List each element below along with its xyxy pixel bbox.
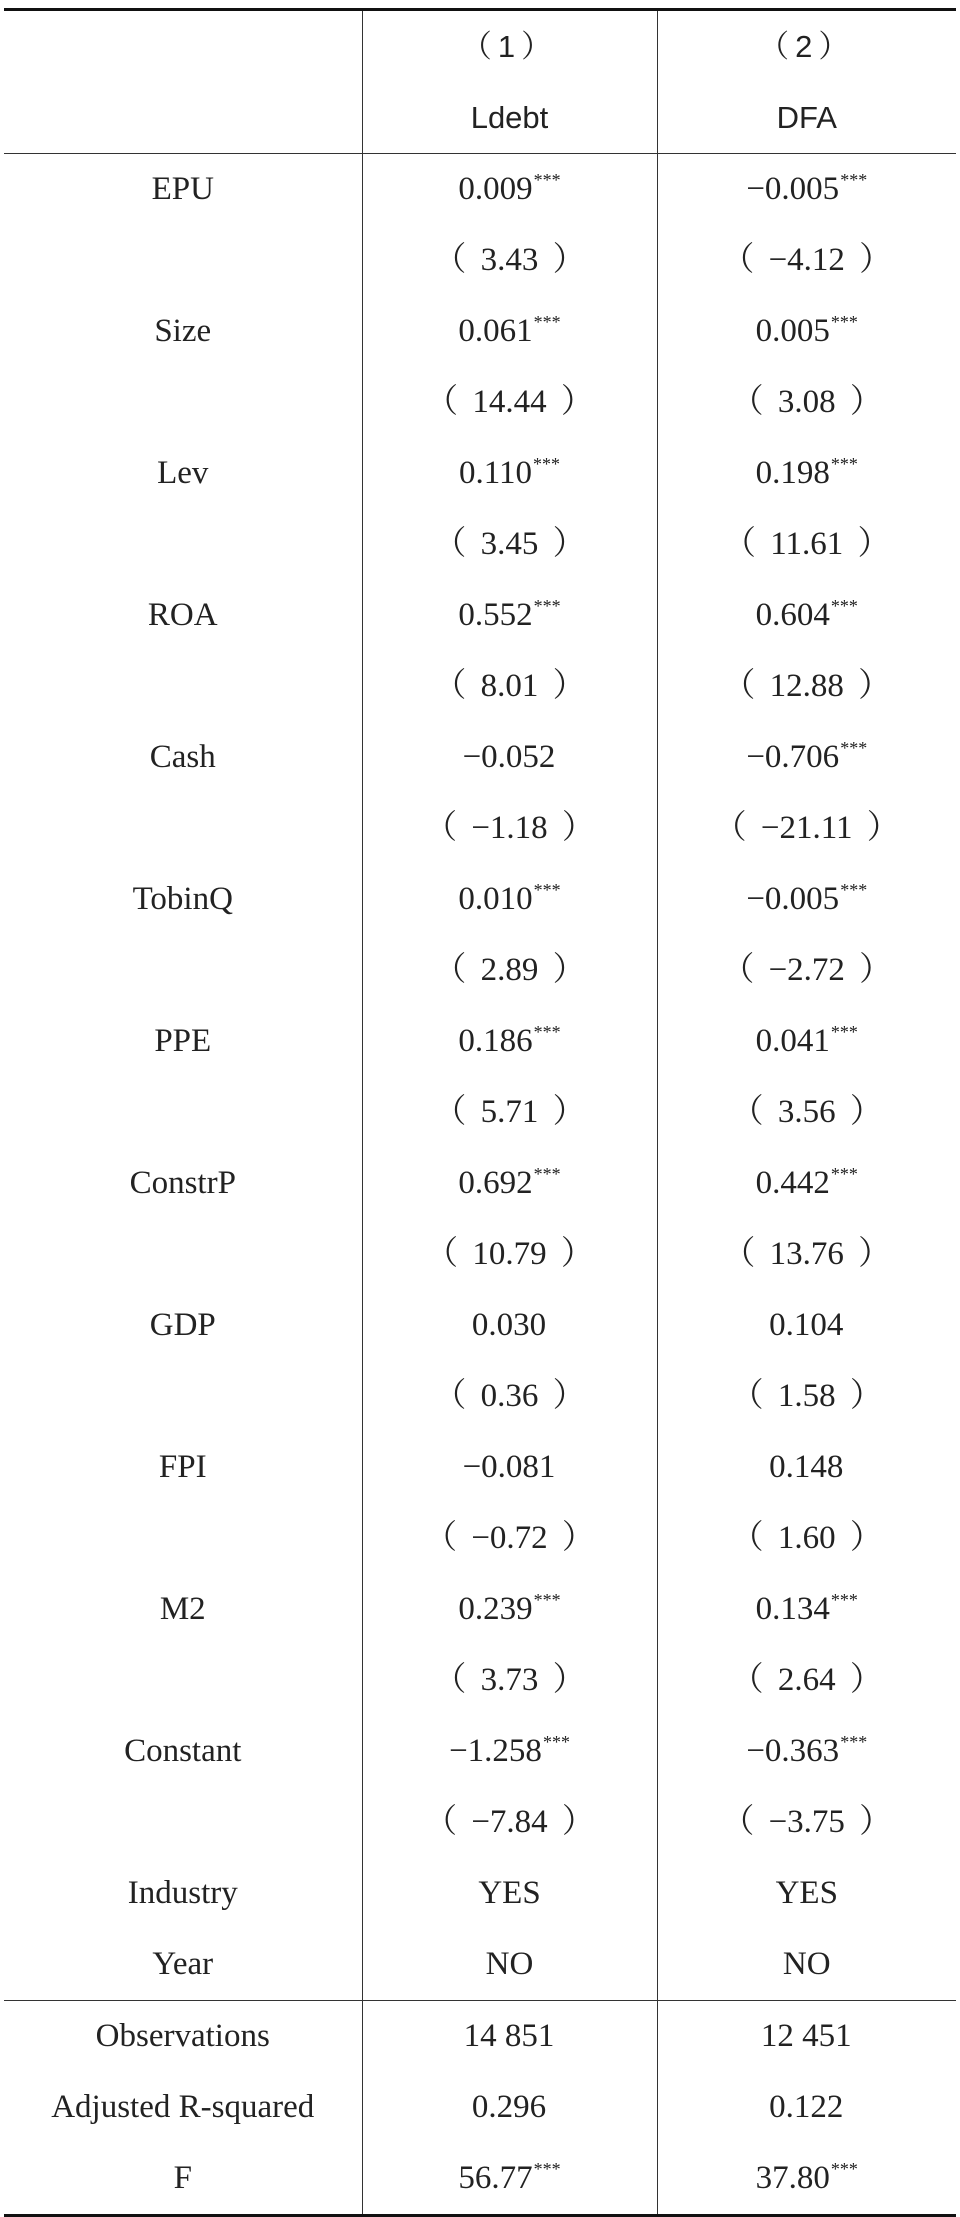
coefficient-col-1-significance-stars: *** [533, 1164, 561, 1184]
t-statistic-col-1 [362, 651, 657, 722]
variable-name [4, 1148, 362, 1219]
regression-table-container [4, 8, 956, 2217]
t-statistic-row [4, 509, 956, 580]
coefficient-col-1-significance-stars: *** [533, 1590, 561, 1610]
statistic-col-2-value: 37.80 [755, 2160, 830, 2196]
variable-name-value: FPI [158, 1449, 207, 1485]
coefficient-col-1 [362, 1006, 657, 1077]
coefficient-col-1-significance-stars: *** [533, 312, 561, 332]
variable-name-value: ROA [147, 597, 218, 633]
coefficient-col-2 [657, 438, 956, 509]
t-statistic-label-blank [4, 509, 362, 580]
coefficient-col-2-significance-stars: *** [830, 1022, 858, 1042]
coefficient-col-1 [362, 1432, 657, 1503]
statistic-col-1-significance-stars: *** [533, 2159, 561, 2179]
t-statistic-col-1-value: （ −0.72 ） [424, 1520, 595, 1556]
fixed-effect-name [4, 1858, 362, 1929]
variable-name [4, 154, 362, 226]
t-statistic-col-2-value: （ −21.11 ） [713, 810, 900, 846]
coefficient-col-2-significance-stars: *** [840, 738, 868, 758]
coefficient-col-2 [657, 864, 956, 935]
fixed-effect-row [4, 1929, 956, 2001]
variable-name-value: GDP [149, 1307, 216, 1343]
t-statistic-col-1-value: （ −7.84 ） [424, 1804, 595, 1840]
statistic-col-2-significance-stars: *** [830, 2159, 858, 2179]
coefficient-col-2-value: −0.363 [746, 1733, 840, 1769]
coefficient-col-1 [362, 1574, 657, 1645]
coefficient-col-1-value: 0.009 [458, 171, 533, 207]
coefficient-col-2 [657, 1006, 956, 1077]
statistic-col-1 [362, 2001, 657, 2073]
variable-name-value: TobinQ [132, 881, 233, 917]
statistic-col-2 [657, 2072, 956, 2143]
coefficient-col-2-significance-stars: *** [840, 880, 868, 900]
coefficient-col-1-value: 0.186 [458, 1023, 533, 1059]
variable-name [4, 1432, 362, 1503]
fixed-effect-name-value: Industry [127, 1875, 238, 1911]
coefficient-col-1-value: 0.030 [471, 1307, 547, 1343]
t-statistic-col-1 [362, 367, 657, 438]
regression-table [4, 8, 956, 2217]
statistic-name [4, 2072, 362, 2143]
coefficient-col-1 [362, 438, 657, 509]
coefficient-col-1-significance-stars: *** [533, 170, 561, 190]
t-statistic-col-1-value: （ 0.36 ） [433, 1378, 586, 1414]
variable-name [4, 296, 362, 367]
t-statistic-label-blank [4, 367, 362, 438]
t-statistic-col-2-value: （ −3.75 ） [721, 1804, 893, 1840]
t-statistic-col-1 [362, 1787, 657, 1858]
coefficient-col-2-value: 0.134 [755, 1591, 830, 1627]
t-statistic-row [4, 1219, 956, 1290]
coefficient-col-1 [362, 1290, 657, 1361]
variable-name [4, 722, 362, 793]
coefficient-col-2-value: 0.148 [769, 1449, 844, 1485]
coefficient-col-2 [657, 1290, 956, 1361]
fixed-effect-col-2 [657, 1858, 956, 1929]
coefficient-col-1-value: 0.239 [458, 1591, 533, 1627]
coefficient-col-1 [362, 580, 657, 651]
t-statistic-row [4, 1787, 956, 1858]
coefficient-row [4, 1290, 956, 1361]
t-statistic-col-1 [362, 935, 657, 1006]
t-statistic-label-blank [4, 1787, 362, 1858]
coefficient-col-2 [657, 722, 956, 793]
coefficient-col-2 [657, 1432, 956, 1503]
t-statistic-label-blank [4, 225, 362, 296]
statistic-row [4, 2001, 956, 2073]
coefficient-col-1-value: 0.552 [458, 597, 533, 633]
coefficient-col-1 [362, 154, 657, 226]
t-statistic-col-2 [657, 935, 956, 1006]
t-statistic-col-2-value: （ 11.61 ） [722, 526, 891, 562]
t-statistic-col-1-value: （ 3.43 ） [433, 242, 586, 278]
variable-name-value: ConstrP [129, 1165, 236, 1201]
t-statistic-col-2 [657, 509, 956, 580]
t-statistic-col-2 [657, 1645, 956, 1716]
statistic-col-1 [362, 2143, 657, 2216]
t-statistic-col-1 [362, 793, 657, 864]
coefficient-col-2-significance-stars: *** [840, 170, 868, 190]
coefficient-col-2-value: 0.442 [755, 1165, 830, 1201]
fixed-effect-col-2-value: YES [775, 1875, 838, 1911]
coefficient-col-1-value: −0.081 [462, 1449, 556, 1485]
variable-name [4, 1574, 362, 1645]
t-statistic-col-1-value: （ 3.45 ） [433, 526, 586, 562]
t-statistic-col-2 [657, 1361, 956, 1432]
coefficient-row [4, 722, 956, 793]
statistic-name-value: F [173, 2160, 192, 2196]
statistic-col-2-value: 0.122 [769, 2089, 844, 2125]
t-statistic-col-2-value: （ 2.64 ） [730, 1662, 883, 1698]
column-1-name: Ldebt [470, 100, 549, 135]
coefficient-row [4, 296, 956, 367]
statistic-col-1-value: 14 851 [463, 2018, 555, 2054]
fixed-effect-col-1 [362, 1929, 657, 2001]
coefficient-row [4, 580, 956, 651]
coefficient-col-2-significance-stars: *** [830, 312, 858, 332]
t-statistic-col-1-value: （ 8.01 ） [433, 668, 586, 704]
coefficient-row [4, 1432, 956, 1503]
t-statistic-row [4, 935, 956, 1006]
t-statistic-label-blank [4, 1219, 362, 1290]
t-statistic-label-blank [4, 1503, 362, 1574]
t-statistic-row [4, 1077, 956, 1148]
statistic-name [4, 2143, 362, 2216]
coefficient-row [4, 864, 956, 935]
coefficient-col-2-value: 0.104 [769, 1307, 844, 1343]
coefficient-col-2-significance-stars: *** [830, 1590, 858, 1610]
t-statistic-col-2-value: （ 12.88 ） [722, 668, 892, 704]
variable-name-value: M2 [159, 1591, 206, 1627]
fixed-effect-row [4, 1858, 956, 1929]
t-statistic-row [4, 367, 956, 438]
header-row [4, 10, 956, 154]
fixed-effect-col-1-value: YES [478, 1875, 541, 1911]
t-statistic-col-1 [362, 1503, 657, 1574]
fixed-effect-col-2-value: NO [782, 1946, 831, 1982]
coefficient-col-2 [657, 1716, 956, 1787]
coefficient-col-2 [657, 154, 956, 226]
t-statistic-label-blank [4, 793, 362, 864]
coefficient-col-1 [362, 1716, 657, 1787]
statistic-row [4, 2072, 956, 2143]
t-statistic-col-1 [362, 1077, 657, 1148]
coefficient-col-2-significance-stars: *** [830, 596, 858, 616]
t-statistic-col-1 [362, 1219, 657, 1290]
t-statistic-col-2-value: （ 1.60 ） [730, 1520, 883, 1556]
coefficient-col-1-value: 0.010 [458, 881, 533, 917]
coefficient-col-2-value: −0.706 [746, 739, 840, 775]
variable-name-value: EPU [151, 171, 214, 207]
variable-name [4, 1290, 362, 1361]
coefficient-col-1-value: −0.052 [462, 739, 556, 775]
t-statistic-col-2 [657, 651, 956, 722]
statistic-row [4, 2143, 956, 2216]
t-statistic-label-blank [4, 935, 362, 1006]
variable-name-value: Constant [124, 1733, 242, 1769]
table-header [4, 10, 956, 154]
t-statistic-label-blank [4, 1077, 362, 1148]
t-statistic-row [4, 1361, 956, 1432]
coefficient-row [4, 1716, 956, 1787]
coefficient-col-1-significance-stars: *** [542, 1732, 570, 1752]
coefficient-col-1-value: −1.258 [449, 1733, 542, 1769]
coefficient-col-1-significance-stars: *** [533, 1022, 561, 1042]
variable-name-value: Size [154, 313, 212, 349]
coefficient-col-2-significance-stars: *** [830, 1164, 858, 1184]
coefficient-row [4, 1574, 956, 1645]
column-2-name: DFA [776, 100, 837, 135]
t-statistic-col-2 [657, 367, 956, 438]
t-statistic-row [4, 1503, 956, 1574]
header-column-2 [657, 10, 956, 154]
t-statistic-col-2-value: （ −2.72 ） [721, 952, 893, 988]
variable-name [4, 1006, 362, 1077]
coefficient-col-1-significance-stars: *** [533, 880, 561, 900]
controls-body [4, 1858, 956, 2001]
statistic-name [4, 2001, 362, 2073]
fixed-effect-col-2 [657, 1929, 956, 2001]
t-statistic-col-2-value: （ 1.58 ） [730, 1378, 883, 1414]
t-statistic-col-1-value: （ 10.79 ） [425, 1236, 594, 1272]
statistics-body [4, 2001, 956, 2216]
column-2-number: （2） [758, 29, 856, 64]
variable-name-value: Cash [149, 739, 216, 775]
t-statistic-col-2 [657, 1503, 956, 1574]
fixed-effect-col-1-value: NO [485, 1946, 534, 1982]
fixed-effect-col-1 [362, 1858, 657, 1929]
t-statistic-col-1 [362, 225, 657, 296]
coefficient-col-1 [362, 296, 657, 367]
coefficient-col-2-value: −0.005 [746, 881, 840, 917]
coefficient-col-1-significance-stars: *** [533, 596, 561, 616]
coefficient-col-1 [362, 722, 657, 793]
coefficient-col-1 [362, 1148, 657, 1219]
variable-name [4, 438, 362, 509]
statistic-col-2 [657, 2143, 956, 2216]
variable-name-value: PPE [154, 1023, 212, 1059]
t-statistic-col-2 [657, 1219, 956, 1290]
t-statistic-col-2 [657, 793, 956, 864]
variable-name [4, 1716, 362, 1787]
t-statistic-col-1-value: （ 14.44 ） [425, 384, 594, 420]
coefficient-col-2-value: 0.604 [755, 597, 830, 633]
t-statistic-col-1 [362, 1645, 657, 1716]
t-statistic-col-2-value: （ 3.56 ） [730, 1094, 883, 1130]
variable-name-value: Lev [157, 455, 209, 491]
t-statistic-col-1-value: （ 3.73 ） [433, 1662, 586, 1698]
coefficient-col-2-significance-stars: *** [830, 454, 858, 474]
t-statistic-col-2-value: （ 3.08 ） [730, 384, 883, 420]
coefficient-col-1-significance-stars: *** [533, 454, 561, 474]
coefficient-col-2 [657, 580, 956, 651]
coefficient-col-2-value: 0.041 [755, 1023, 830, 1059]
variable-name [4, 864, 362, 935]
t-statistic-col-1-value: （ 2.89 ） [433, 952, 586, 988]
t-statistic-row [4, 793, 956, 864]
statistic-name-value: Adjusted R-squared [51, 2089, 315, 2125]
coefficient-col-2-significance-stars: *** [840, 1732, 868, 1752]
header-blank-cell [4, 10, 362, 154]
variables-body [4, 154, 956, 1859]
t-statistic-col-2 [657, 1077, 956, 1148]
coefficient-col-2-value: 0.198 [755, 455, 830, 491]
variable-name [4, 580, 362, 651]
statistic-col-1-value: 0.296 [471, 2089, 547, 2125]
coefficient-col-2 [657, 1148, 956, 1219]
t-statistic-label-blank [4, 651, 362, 722]
statistic-col-2 [657, 2001, 956, 2073]
t-statistic-row [4, 225, 956, 296]
t-statistic-row [4, 651, 956, 722]
coefficient-col-1 [362, 864, 657, 935]
t-statistic-col-2 [657, 1787, 956, 1858]
t-statistic-label-blank [4, 1361, 362, 1432]
t-statistic-col-1-value: （ 5.71 ） [433, 1094, 586, 1130]
coefficient-row [4, 438, 956, 509]
coefficient-col-2 [657, 296, 956, 367]
column-1-number: （1） [460, 29, 559, 64]
coefficient-col-1-value: 0.692 [458, 1165, 533, 1201]
fixed-effect-name-value: Year [152, 1946, 214, 1982]
header-column-1 [362, 10, 657, 154]
coefficient-col-2-value: 0.005 [755, 313, 830, 349]
t-statistic-row [4, 1645, 956, 1716]
statistic-col-1 [362, 2072, 657, 2143]
statistic-col-1-value: 56.77 [458, 2160, 533, 2196]
statistic-name-value: Observations [95, 2018, 270, 2054]
t-statistic-col-2-value: （ 13.76 ） [722, 1236, 892, 1272]
coefficient-col-2-value: −0.005 [746, 171, 840, 207]
statistic-col-2-value: 12 451 [760, 2018, 852, 2054]
t-statistic-col-2-value: （ −4.12 ） [721, 242, 893, 278]
coefficient-row [4, 154, 956, 226]
t-statistic-col-2 [657, 225, 956, 296]
t-statistic-label-blank [4, 1645, 362, 1716]
coefficient-col-2 [657, 1574, 956, 1645]
t-statistic-col-1 [362, 509, 657, 580]
coefficient-col-1-value: 0.110 [458, 455, 533, 491]
coefficient-col-1-value: 0.061 [458, 313, 533, 349]
coefficient-row [4, 1006, 956, 1077]
coefficient-row [4, 1148, 956, 1219]
t-statistic-col-1-value: （ −1.18 ） [424, 810, 595, 846]
fixed-effect-name [4, 1929, 362, 2001]
t-statistic-col-1 [362, 1361, 657, 1432]
